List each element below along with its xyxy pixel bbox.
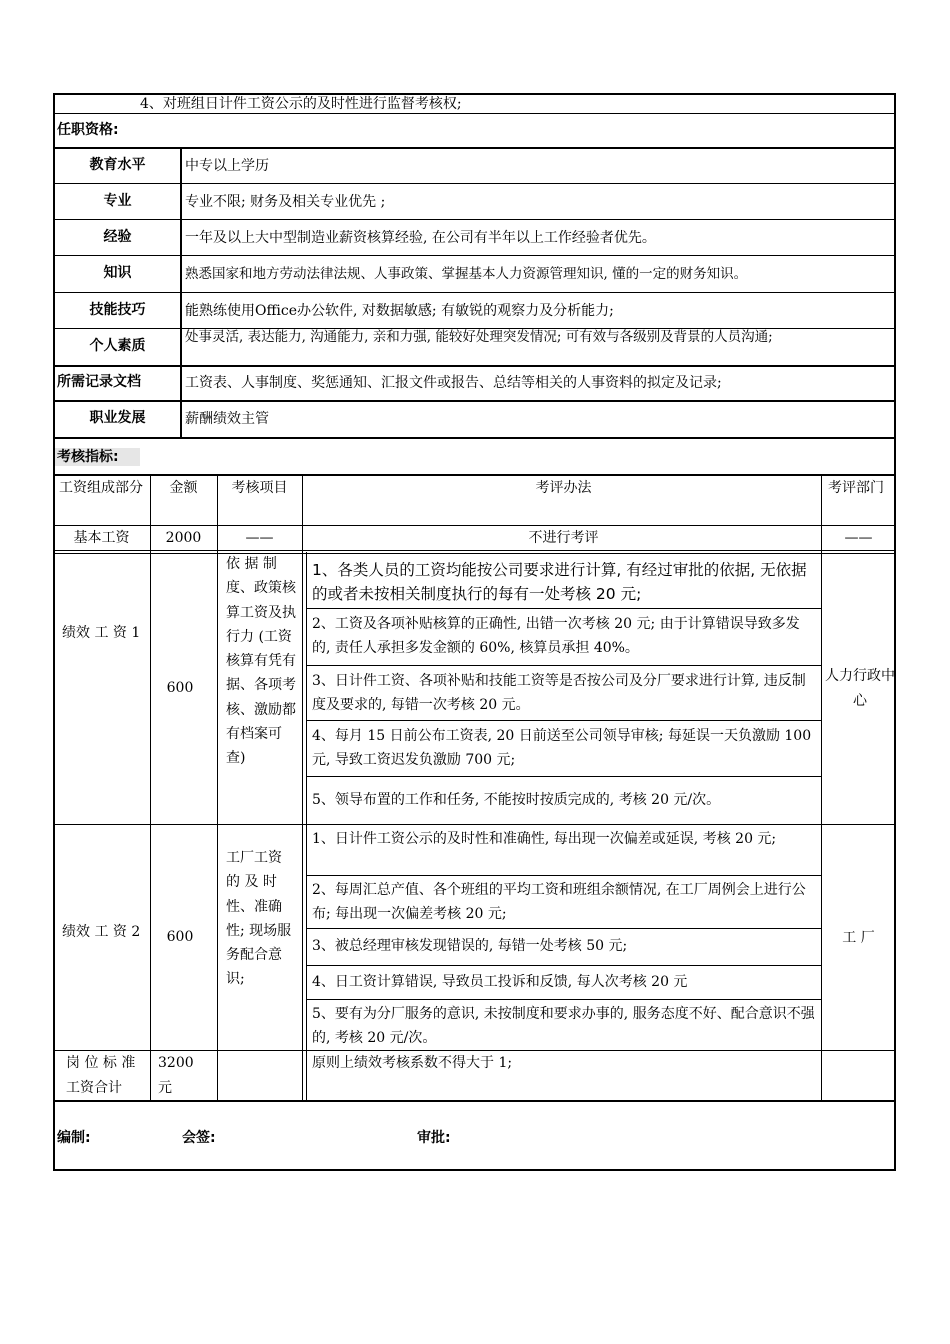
basic-item: ——: [245, 530, 274, 546]
label-career: 职业发展: [89, 410, 146, 426]
signoff-cosign: 会签:: [182, 1130, 216, 1146]
header-dept: 考评部门: [828, 480, 884, 496]
perf2-method-4: 4、日工资计算错误, 导致员工投诉和反馈, 每人次考核 20 元: [312, 974, 688, 990]
perf2-item: 工厂工资 的 及 时 性、准确性; 现场服务配合意识;: [226, 850, 292, 988]
perf1-method-5: 5、领导布置的工作和任务, 不能按时按质完成的, 考核 20 元/次。: [312, 792, 721, 808]
header-item: 考核项目: [231, 480, 288, 496]
perf2-method-3: 3、被总经理审核发现错误的, 每错一处考核 50 元;: [312, 938, 628, 954]
perf1-part: 绩效 工 资 1: [62, 625, 141, 641]
signoff-edit: 编制:: [57, 1130, 91, 1146]
label-personal: 个人素质: [89, 338, 146, 354]
basic-dept: ——: [844, 530, 873, 546]
value-skills: 能熟练使用Office办公软件, 对数据敏感; 有敏锐的观察力及分析能力;: [185, 303, 614, 319]
perf2-method-2: 2、每周汇总产值、各个班组的平均工资和班组余额情况, 在工厂周例会上进行公布; 每出现一次偏差考核 20 元;: [312, 882, 806, 922]
total-part: 岗 位 标 准 工资合计: [66, 1055, 136, 1096]
label-major: 专业: [103, 193, 132, 209]
header-method: 考评办法: [535, 480, 592, 496]
header-part: 工资组成部分: [59, 480, 143, 496]
signoff-approve: 审批:: [417, 1130, 451, 1146]
value-documents: 工资表、人事制度、奖惩通知、汇报文件或报告、总结等相关的人事资料的拟定及记录;: [185, 375, 722, 391]
label-knowledge: 知识: [103, 265, 132, 281]
perf2-method-5: 5、要有为分厂服务的意识, 未按制度和要求办事的, 服务态度不好、配合意识不强的, 考核 20 元/次。: [312, 1006, 815, 1046]
perf1-amount: 600: [166, 680, 194, 696]
value-education: 中专以上学历: [185, 158, 269, 174]
perf2-method-1: 1、日计件工资公示的及时性和准确性, 每出现一次偏差或延误, 考核 20 元;: [312, 831, 777, 847]
value-knowledge: 熟悉国家和地方劳动法律法规、人事政策、掌握基本人力资源管理知识, 懂的一定的财务知识。: [185, 266, 748, 282]
basic-amount: 2000: [165, 530, 202, 546]
kpi-heading: 考核指标:: [55, 448, 140, 466]
perf1-method-2: 2、工资及各项补贴核算的正确性, 出错一次考核 20 元; 由于计算错误导致多发的, 责任人承担多发金额的 60%, 核算员承担 40%。: [312, 616, 800, 656]
label-skills: 技能技巧: [89, 302, 146, 318]
perf1-item: 依 据 制 度、政策核算工资及执行力 (工资核算有凭有据、各项考核、激励都有档案可查): [226, 556, 296, 767]
header-amount: 金额: [169, 480, 198, 496]
perf2-dept: 工 厂: [842, 930, 875, 946]
perf2-amount: 600: [166, 929, 194, 945]
qualifications-heading: 任职资格:: [57, 122, 119, 138]
label-experience: 经验: [103, 229, 132, 245]
value-major: 专业不限; 财务及相关专业优先 ;: [185, 194, 386, 210]
value-experience: 一年及以上大中型制造业薪资核算经验, 在公司有半年以上工作经验者优先。: [185, 230, 656, 246]
perf1-method-1: 1、各类人员的工资均能按公司要求进行计算, 有经过审批的依据, 无依据的或者未按相关制度执行的每有一处考核 20 元;: [312, 561, 807, 603]
label-education: 教育水平: [89, 157, 146, 173]
total-method: 原则上绩效考核系数不得大于 1;: [312, 1055, 513, 1071]
perf2-part: 绩效 工 资 2: [62, 924, 141, 940]
label-documents: 所需记录文档: [57, 374, 141, 390]
perf1-method-4: 4、每月 15 日前公布工资表, 20 日前送至公司领导审核; 每延误一天负激励 100 元, 导致工资迟发负激励 700 元;: [312, 728, 812, 768]
value-career: 薪酬绩效主管: [185, 411, 269, 427]
perf1-dept: 人力行政中心: [825, 668, 895, 709]
top-line: 4、对班组日计件工资公示的及时性进行监督考核权;: [140, 96, 462, 112]
total-amount: 3200 元: [158, 1055, 194, 1096]
divider: [53, 113, 896, 114]
basic-part: 基本工资: [73, 530, 130, 546]
basic-method: 不进行考评: [528, 530, 599, 546]
perf1-method-3: 3、日计件工资、各项补贴和技能工资等是否按公司及分厂要求进行计算, 违反制度及要求的, 每错一次考核 20 元。: [312, 673, 806, 713]
value-personal: 处事灵活, 表达能力, 沟通能力, 亲和力强, 能较好处理突发情况; 可有效与各级别及背景的人员沟通;: [185, 329, 773, 345]
